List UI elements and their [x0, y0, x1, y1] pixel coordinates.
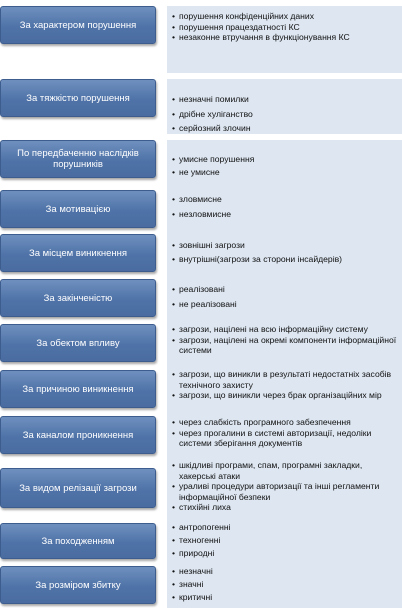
list-item: • зловмисне [172, 194, 398, 205]
list-item: • стихійні лиха [172, 502, 398, 513]
classification-row [0, 276, 402, 321]
classification-row [0, 134, 402, 186]
items-panel [167, 140, 402, 186]
list-item: • незловмисне [172, 209, 398, 220]
classification-row [0, 520, 402, 563]
category-label: За закінченістю [43, 292, 113, 304]
classification-row [0, 73, 402, 134]
classification-row [0, 411, 402, 458]
classification-row [0, 231, 402, 276]
category-label: За видом релізації загрози [19, 482, 137, 494]
items-panel [167, 411, 402, 458]
list-item: • порушення конфіденційних даних [172, 11, 398, 22]
list-item: • умисне порушення [172, 154, 398, 165]
category-label: За тяжкістю порушення [26, 92, 130, 104]
category-box [0, 468, 156, 508]
list-item: • критичні [172, 591, 398, 604]
list-item: • антропогенні [172, 521, 398, 534]
list-item: • через слабкість програмного забезпечення [172, 417, 398, 428]
list-item: • незначні помилки [172, 94, 398, 105]
items-panel [167, 276, 402, 321]
category-box [0, 234, 156, 272]
category-box [0, 416, 156, 454]
items-panel [167, 365, 402, 411]
category-box [0, 523, 156, 559]
list-item: • ураливі процедури авторизації та інші регламенти інформаційної безпеки [172, 481, 398, 502]
category-label: За причиною виникнення [22, 383, 134, 395]
list-item: • природні [172, 547, 398, 560]
category-label: За мотивацією [45, 203, 111, 215]
list-item: • не умисне [172, 167, 398, 178]
category-box [0, 6, 156, 44]
list-item: • техногенні [172, 534, 398, 547]
list-item: • зовнішні загрози [172, 240, 398, 251]
category-box [0, 79, 156, 117]
category-box [0, 324, 156, 362]
items-panel [167, 563, 402, 608]
items-panel [167, 79, 402, 134]
list-item: • значні [172, 578, 398, 591]
category-box [0, 140, 156, 178]
classification-row [0, 321, 402, 365]
list-item: • реалізовані [172, 284, 398, 295]
category-label: За місцем виникнення [28, 247, 128, 259]
category-label: За обектом впливу [36, 337, 120, 349]
category-label: За каналом проникнення [22, 429, 134, 441]
category-box [0, 566, 156, 604]
category-box [0, 279, 156, 317]
classification-row [0, 0, 402, 73]
category-label: По передбаченню наслідків порушників [17, 148, 139, 170]
list-item: • дрібне хуліганство [172, 109, 398, 120]
category-box [0, 190, 156, 228]
classification-row [0, 563, 402, 608]
list-item: • серйозний злочин [172, 123, 398, 134]
category-label: За походженням [41, 535, 115, 547]
classification-row [0, 365, 402, 411]
items-panel [167, 520, 402, 563]
list-item: • незаконне втручання в функціонування КС [172, 32, 398, 43]
classification-row [0, 186, 402, 231]
list-item: • не реалізовані [172, 299, 398, 310]
list-item: • шкідливі програми, спам, програмні закладки, хакерські атаки [172, 460, 398, 481]
list-item: • загрози, націлені на всю інформаційну систему [172, 324, 398, 335]
items-panel [167, 231, 402, 276]
category-label: За розміром збитку [35, 579, 121, 591]
items-panel [167, 186, 402, 231]
items-panel [167, 321, 402, 365]
list-item: • загрози, що виникли в результаті недостатніх засобів технічного захисту [172, 369, 398, 390]
list-item: • незначні [172, 565, 398, 578]
category-label: За характером порушення [19, 19, 137, 31]
list-item: • загрози, що виникли через брак організаційних мір [172, 390, 398, 401]
category-box [0, 370, 156, 408]
list-item: • порушення працездатності КС [172, 22, 398, 33]
list-item: • загрози, націлені на окремі компоненти інформаційної системи [172, 335, 398, 356]
list-item: • через прогалини в системі авторизації, недоліки системи зберігання документів [172, 428, 398, 449]
items-panel [167, 458, 402, 520]
classification-row [0, 458, 402, 520]
list-item: • внутрішні(загрози за сторони інсайдерів) [172, 254, 398, 265]
items-panel [167, 6, 402, 73]
